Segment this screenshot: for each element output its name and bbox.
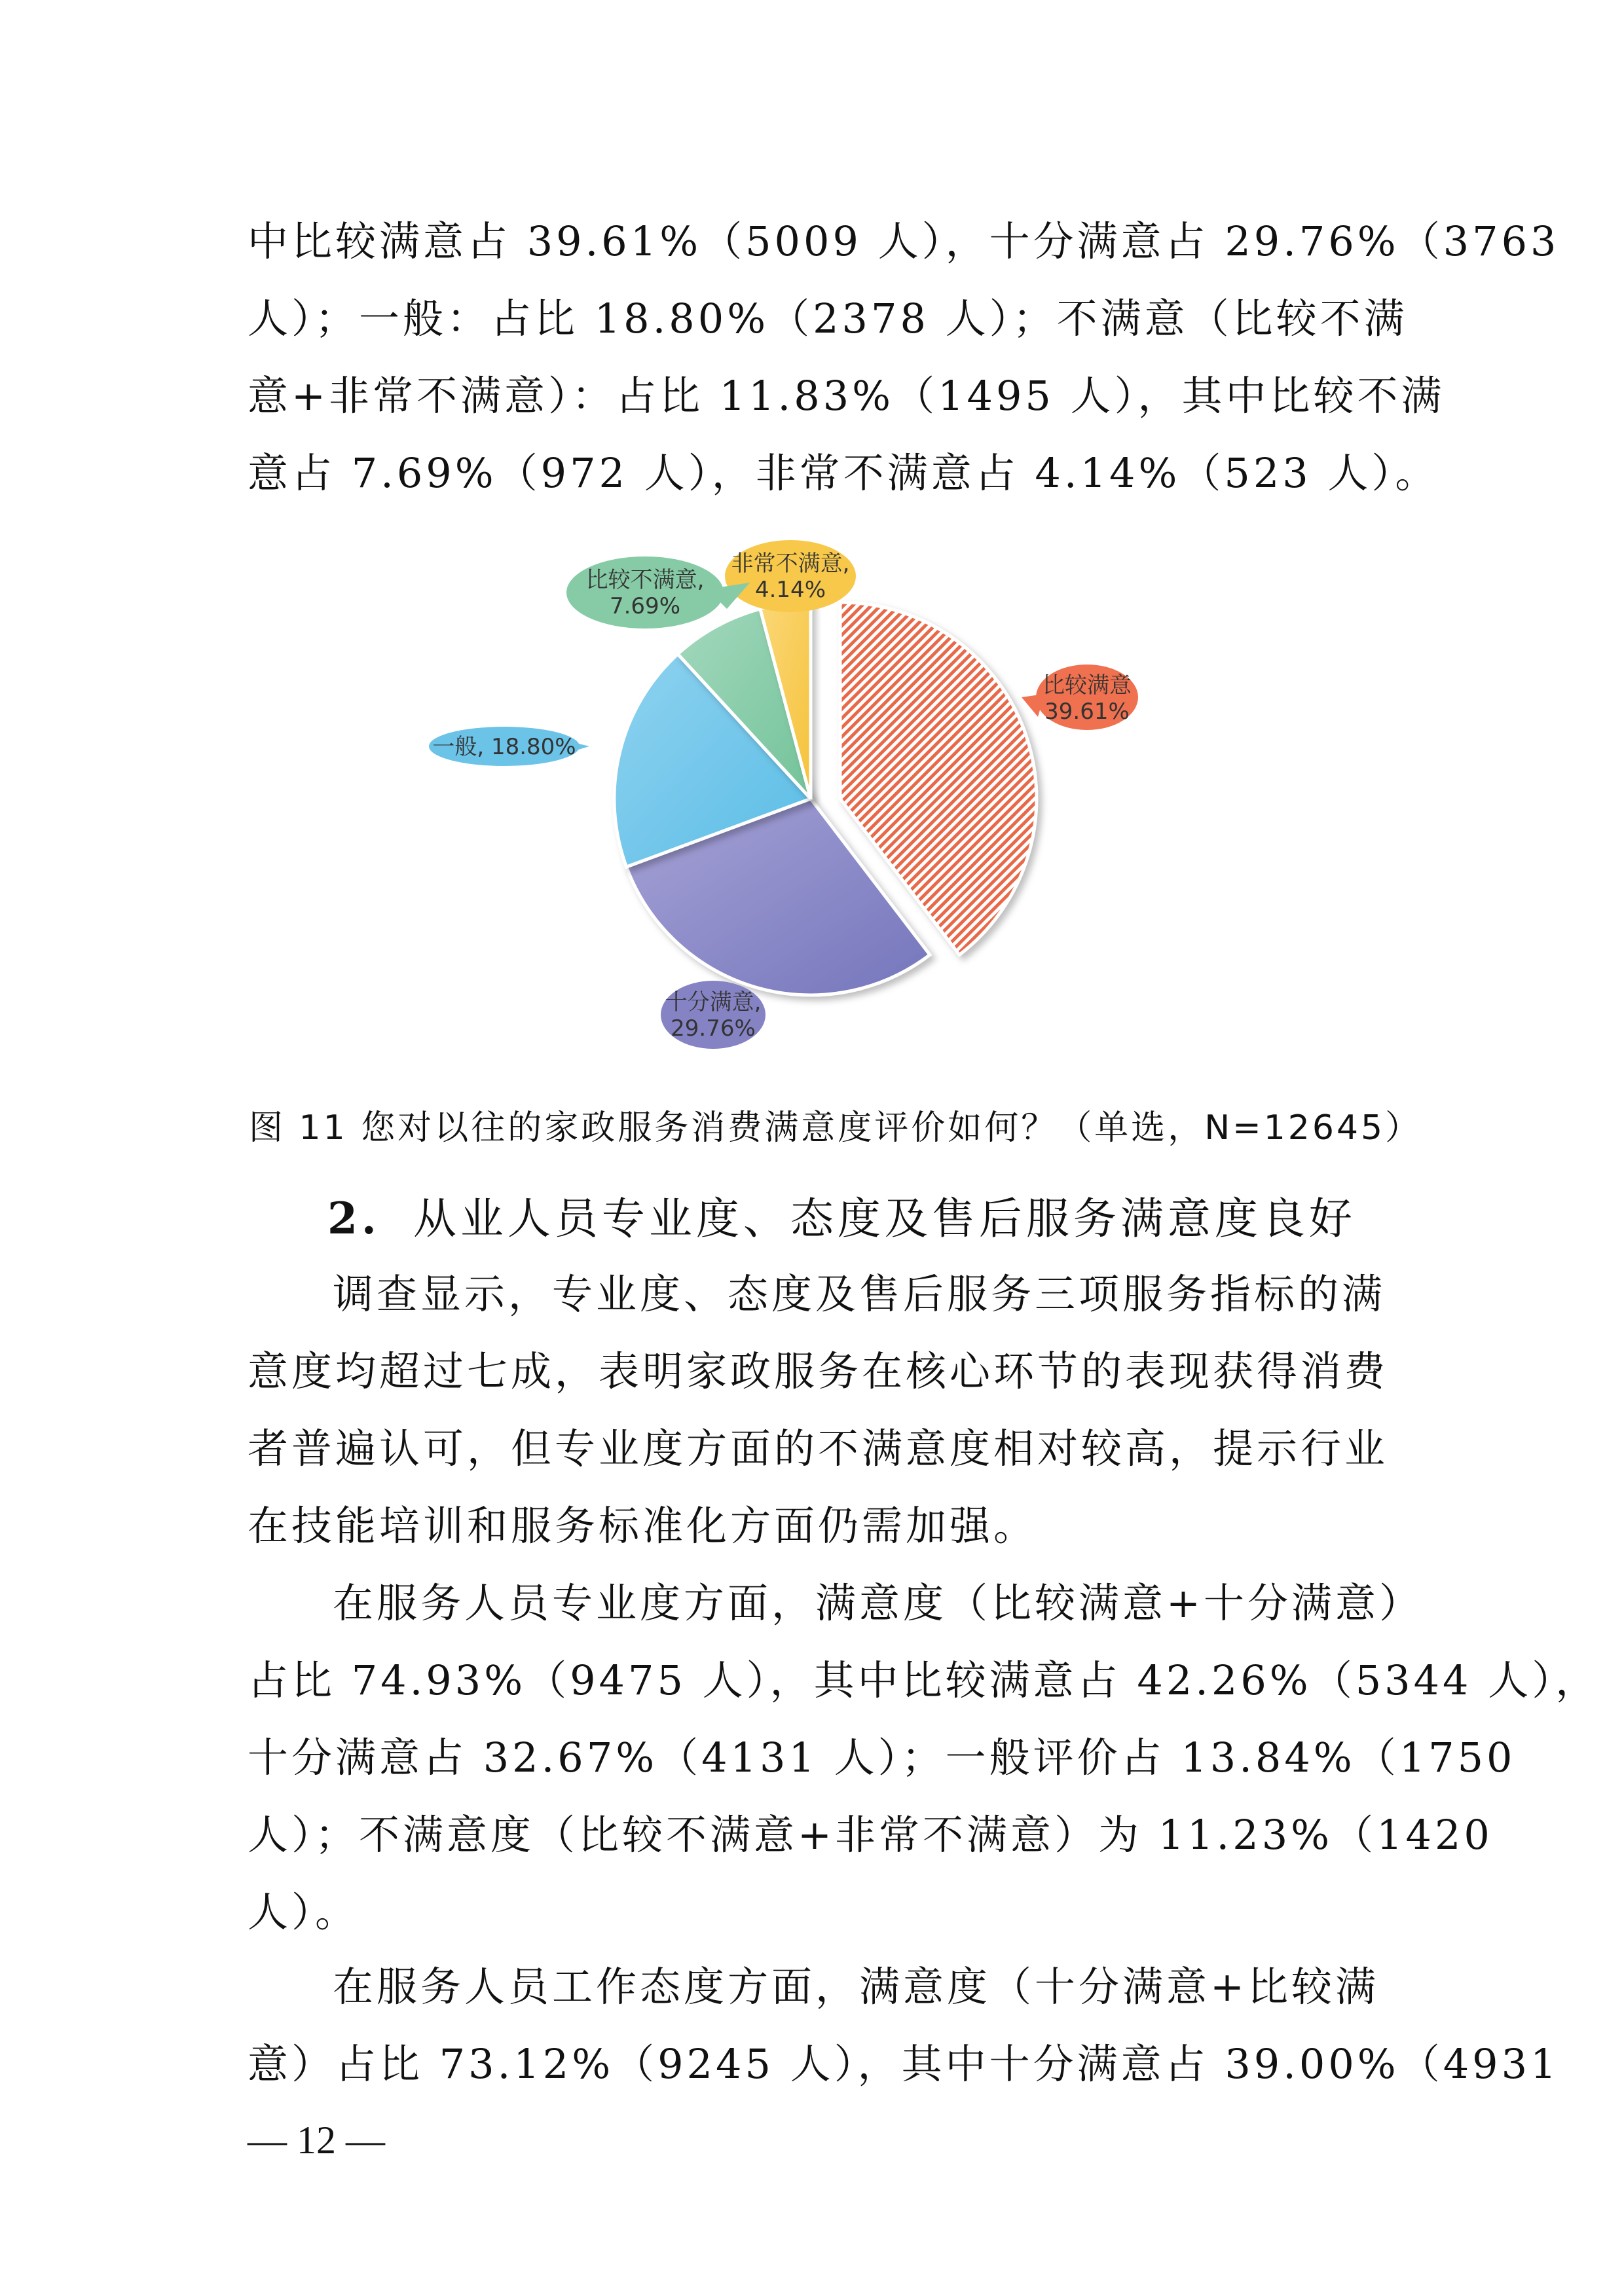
section-number: 2. (327, 1193, 380, 1244)
page-number: — 12 — (248, 2119, 385, 2162)
label-bijiao-bumanyi (566, 556, 750, 629)
svg-text:非常不满意,: 非常不满意, (731, 551, 850, 577)
text-line: 意度均超过七成，表明家政服务在核心环节的表现获得消费 (248, 1347, 1389, 1395)
svg-text:十分满意,: 十分满意, (665, 989, 762, 1015)
text-line: 在服务人员工作态度方面，满意度（十分满意+比较满 (333, 1963, 1379, 2011)
satisfaction-pie-chart (419, 537, 1205, 1061)
paragraph-professionalism (248, 1565, 1600, 1951)
label-yiban (429, 727, 589, 766)
text-line: 中比较满意占 39.61%（5009 人），十分满意占 29.76%（3763 (248, 217, 1560, 265)
section-heading (327, 1184, 1356, 1246)
paragraph-summary (248, 1256, 1387, 1565)
figure-caption: 图 11 您对以往的家政服务消费满意度评价如何？（单选，N=12645） (249, 1108, 1422, 1148)
svg-text:比较不满意,: 比较不满意, (585, 567, 705, 593)
text-line: 人）。 (248, 1888, 360, 1936)
text-line: 意占 7.69%（972 人），非常不满意占 4.14%（523 人）。 (248, 449, 1439, 497)
text-line: 十分满意占 32.67%（4131 人）；一般评价占 13.84%（1750 (248, 1734, 1516, 1781)
section-title: 从业人员专业度、态度及售后服务满意度良好 (413, 1194, 1356, 1244)
text-line: 在服务人员专业度方面，满意度（比较满意+十分满意） (333, 1579, 1423, 1627)
text-line: 人）；不满意度（比较不满意+非常不满意）为 11.23%（1420 (248, 1811, 1493, 1859)
text-line: 意）占比 73.12%（9245 人），其中十分满意占 39.00%（4931 (248, 2040, 1560, 2088)
label-feichang-bumanyi (725, 540, 856, 612)
text-line: 在技能培训和服务标准化方面仍需加强。 (248, 1502, 1038, 1550)
svg-text:4.14%: 4.14% (754, 577, 826, 603)
svg-text:7.69%: 7.69% (609, 593, 681, 619)
text-line: 意+非常不满意）：占比 11.83%（1495 人），其中比较不满 (248, 372, 1445, 420)
intro-paragraph (248, 203, 1560, 512)
text-line: 占比 74.93%（9475 人），其中比较满意占 42.26%（5344 人）， (248, 1656, 1600, 1704)
svg-text:39.61%: 39.61% (1044, 699, 1130, 725)
text-line: 人）；一般：占比 18.80%（2378 人）；不满意（比较不满 (248, 295, 1408, 342)
svg-text:比较满意: 比较满意 (1043, 672, 1132, 699)
svg-text:29.76%: 29.76% (671, 1015, 756, 1042)
pie-chart-svg (419, 537, 1205, 1061)
text-line: 调查显示，专业度、态度及售后服务三项服务指标的满 (333, 1270, 1386, 1318)
text-line: 者普遍认可，但专业度方面的不满意度相对较高，提示行业 (248, 1425, 1389, 1472)
paragraph-attitude (248, 1948, 1560, 2103)
label-bijiao-manyi (1022, 665, 1138, 730)
svg-text:一般, 18.80%: 一般, 18.80% (432, 734, 576, 760)
label-shifen-manyi (661, 981, 766, 1049)
